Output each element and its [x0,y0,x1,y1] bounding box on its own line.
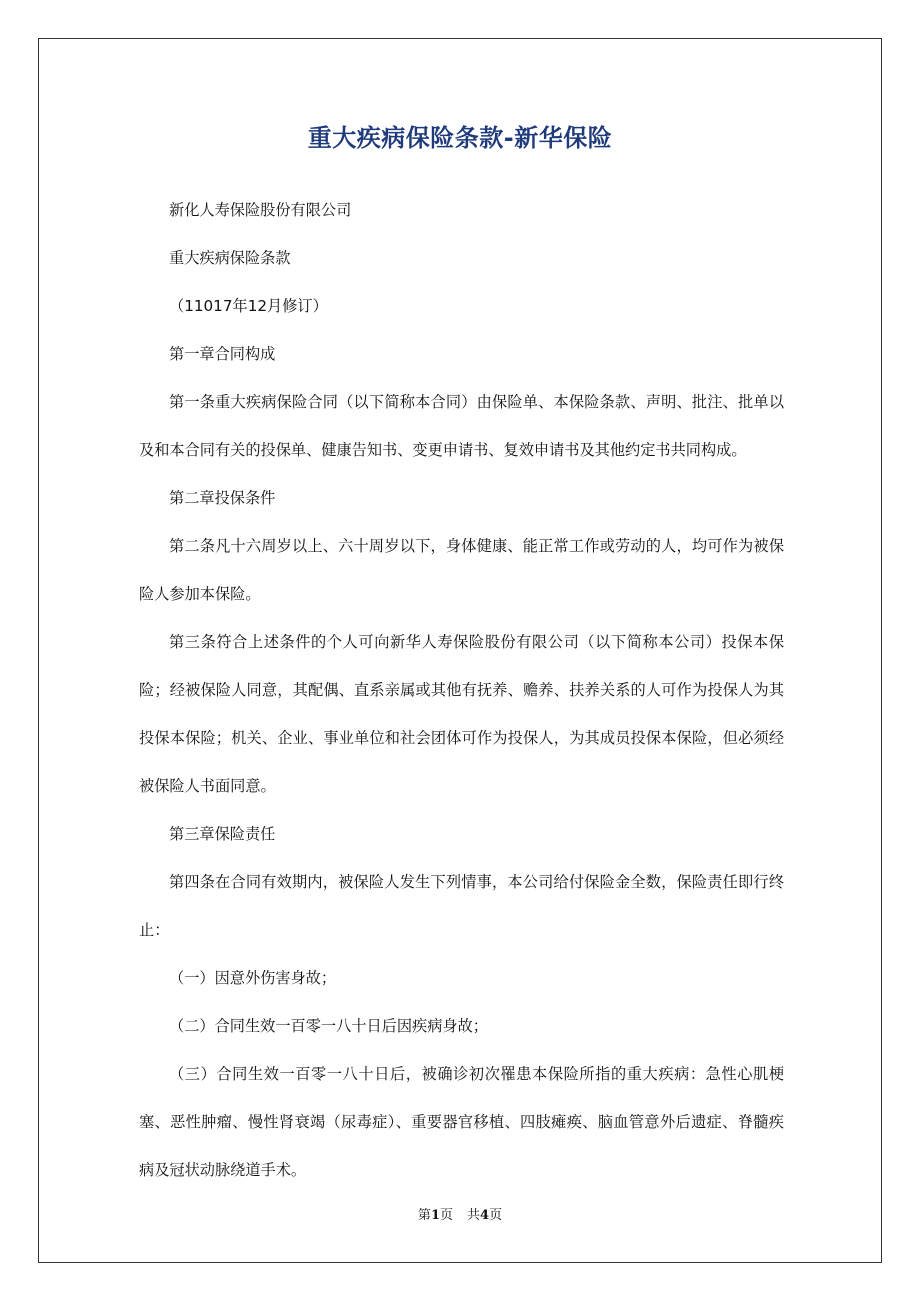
company-name: 新化人寿保险股份有限公司 [169,201,352,219]
list-item-3: （三）合同生效一百零一八十日后，被确诊初次罹患本保险所指的重大疾病：急性心肌梗塞、恶性肿瘤、慢性肾衰竭（尿毒症）、重要器官移植、四肢瘫痪、脑血管意外后遗症、脊髓疾病及冠状动脉绕道手术。 [139,1065,784,1179]
page-prefix: 第 [417,1208,431,1223]
total-prefix: 共 [467,1208,481,1223]
revision-note: （11017年12月修订） [169,297,328,315]
list-item-1: （一）因意外伤害身故； [169,969,337,987]
article-3: 第三条符合上述条件的个人可向新华人寿保险股份有限公司（以下简称本公司）投保本保险；经被保险人同意，其配偶、直系亲属或其他有抚养、赡养、扶养关系的人可作为投保人为其投保本保险；机关、企业、事业单位和社会团体可作为投保人，为其成员投保本保险，但必须经被保险人书面同意。 [139,633,784,795]
list-item-2: （二）合同生效一百零一八十日后因疾病身故； [169,1017,488,1035]
page-current: 1 [430,1208,440,1223]
page-footer [0,1205,920,1227]
total-suffix: 页 [489,1208,503,1223]
page-mid: 页 [439,1208,453,1223]
clause-name: 重大疾病保险条款 [169,249,291,267]
document-body [139,186,784,1194]
article-4: 第四条在合同有效期内，被保险人发生下列情事，本公司给付保险金全数，保险责任即行终止： [139,873,784,939]
chapter-heading-2: 第二章投保条件 [169,489,276,507]
page-total: 4 [480,1208,490,1223]
article-1: 第一条重大疾病保险合同（以下简称本合同）由保险单、本保险条款、声明、批注、批单以及和本合同有关的投保单、健康告知书、变更申请书、复效申请书及其他约定书共同构成。 [139,393,784,459]
chapter-heading-1: 第一章合同构成 [169,345,276,363]
document-title: 重大疾病保险条款-新华保险 [307,124,613,152]
article-2: 第二条凡十六周岁以上、六十周岁以下，身体健康、能正常工作或劳动的人，均可作为被保险人参加本保险。 [139,537,784,603]
chapter-heading-3: 第三章保险责任 [169,825,276,843]
